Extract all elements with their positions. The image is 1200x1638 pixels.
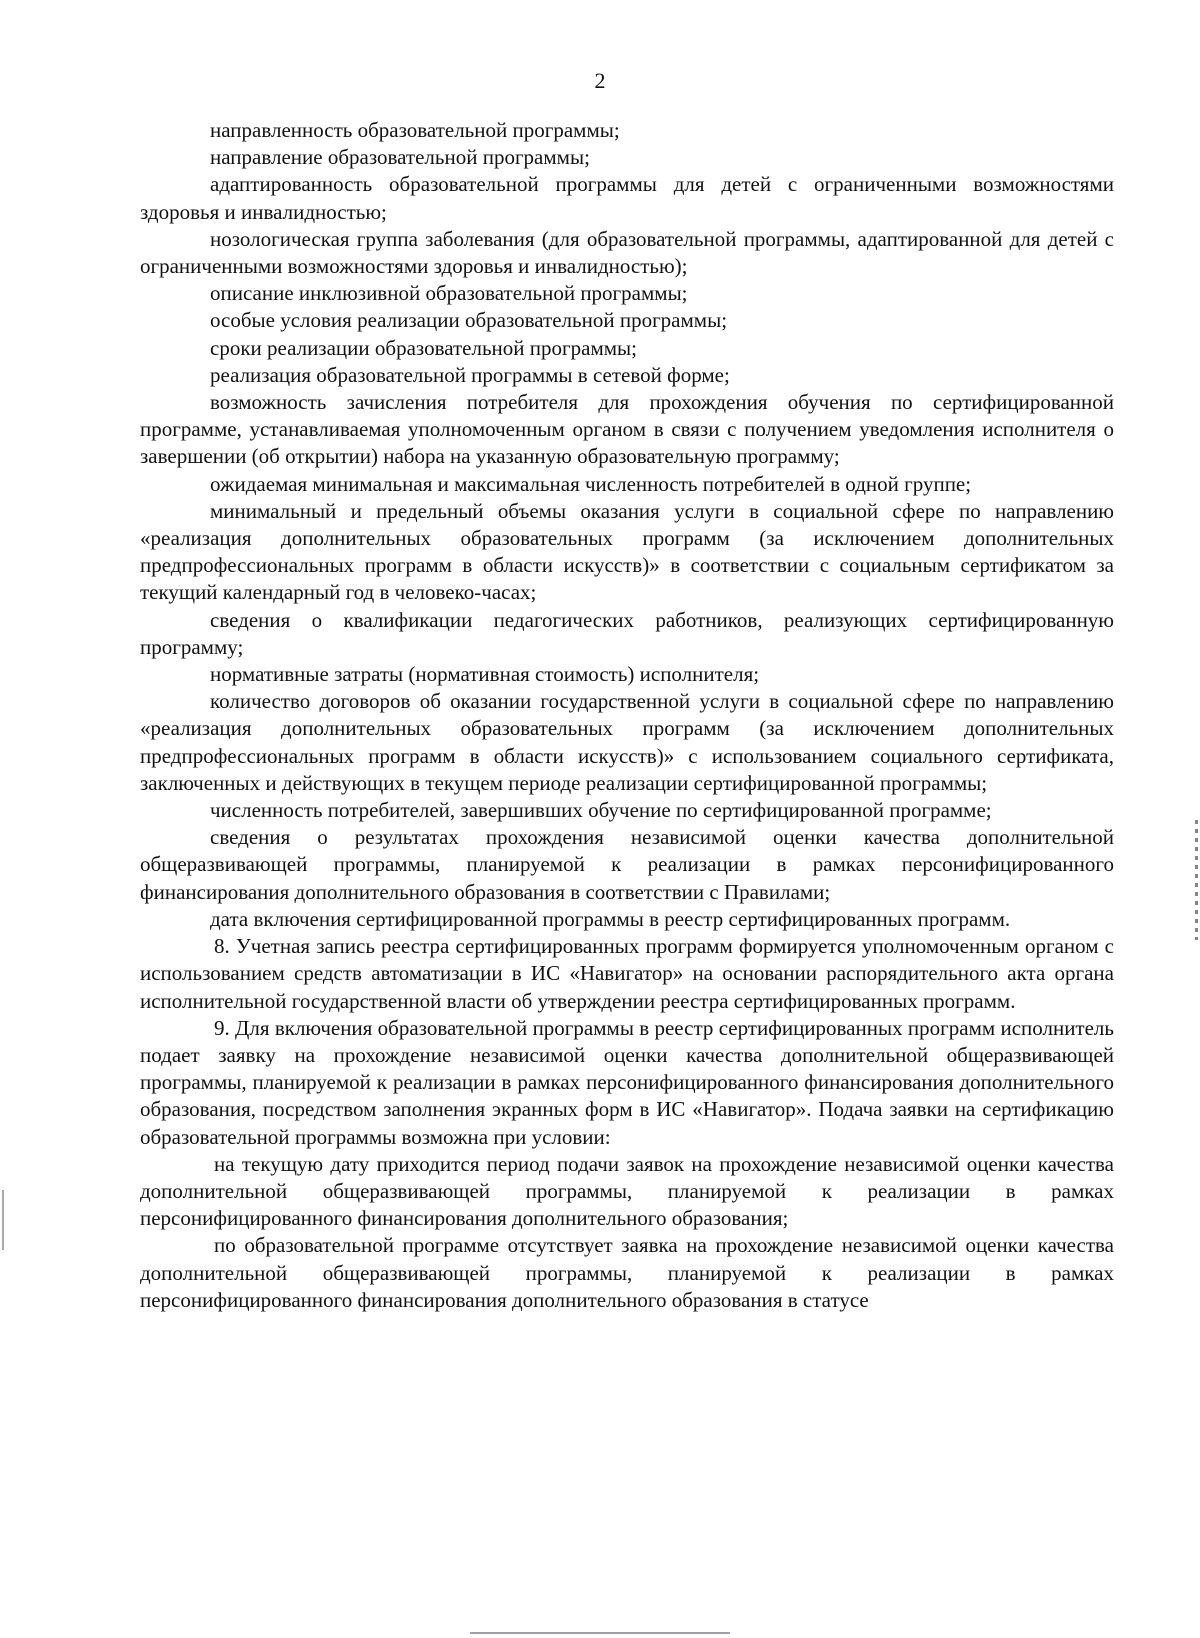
- paragraph: направленность образовательной программы;: [210, 118, 620, 142]
- paragraph: сведения о квалификации педагогических работников, реализующих сертифицированную программу;: [140, 607, 1114, 659]
- paragraph: нозологическая группа заболевания (для образовательной программы, адаптированной для детей с ограниченными возможностями здоровья и инвалидностью);: [140, 226, 1114, 279]
- paragraph: численность потребителей, завершивших обучение по сертифицированной программе;: [210, 798, 992, 823]
- paragraph: реализация образовательной программы в сетевой форме;: [210, 362, 730, 387]
- paragraph: дата включения сертифицированной программы в реестр сертифицированных программ.: [210, 906, 1011, 931]
- scan-edge-mark: [1195, 820, 1198, 940]
- paragraph: минимальный и предельный объемы оказания услуги в социальной сфере по направлению «реализация дополнительных образовательных программ (за исключением дополнительных предпрофессиональных программ в области искусств)» в соответствии с социальным сертификатом за текущий календарный год в человеко-часах;: [140, 498, 1114, 605]
- paragraph: по образовательной программе отсутствует заявка на прохождение независимой оценки качества дополнительной общеразвивающей программы, планируемой к реализации в рамках персонифицированного финансирования дополнительного образования в статусе: [140, 1233, 1114, 1312]
- paragraph: направление образовательной программы;: [210, 145, 590, 170]
- paragraph: особые условия реализации образовательной программы;: [210, 308, 728, 333]
- paragraph: сведения о результатах прохождения независимой оценки качества дополнительной общеразвивающей программы, планируемой к реализации в рамках персонифицированного финансирования дополнительного образования в соответствии с Правилами;: [140, 825, 1114, 904]
- scan-edge-mark: [2, 1190, 4, 1250]
- paragraph: сроки реализации образовательной программы;: [210, 335, 637, 360]
- scan-edge-mark: [470, 1632, 730, 1634]
- numbered-clause: 9. Для включения образовательной программы в реестр сертифицированных программ исполнитель подает заявку на прохождение независимой оценки качества дополнительной общеразвивающей программы, планируемой к реализации в рамках персонифицированного финансирования дополнительного образования, посредством заполнения экранных форм в ИС «Навигатор». Подача заявки на сертификацию образовательной программы возможна при условии:: [140, 1015, 1114, 1149]
- numbered-clause: 8. Учетная запись реестра сертифицированных программ формируется уполномоченным органом с использованием средств автоматизации в ИС «Навигатор» на основании распорядительного акта органа исполнительной государственной власти об утверждении реестра сертифицированных программ.: [140, 934, 1114, 1013]
- paragraph: возможность зачисления потребителя для прохождения обучения по сертифицированной программе, устанавливаемая уполномоченным органом в связи с получением уведомления исполнителя о завершении (об открытии) набора на указанную образовательную программу;: [140, 390, 1114, 469]
- page-number: 2: [594, 68, 606, 93]
- paragraph: адаптированность образовательной программы для детей с ограниченными возможностями здоровья и инвалидностью;: [140, 172, 1114, 224]
- paragraph: на текущую дату приходится период подачи заявок на прохождение независимой оценки качества дополнительной общеразвивающей программы, планируемой к реализации в рамках персонифицированного финансирования дополнительного образования;: [140, 1151, 1114, 1231]
- paragraph: ожидаемая минимальная и максимальная численность потребителей в одной группе;: [210, 471, 972, 496]
- paragraph: количество договоров об оказании государственной услуги в социальной сфере по направлению «реализация дополнительных образовательных программ (за исключением дополнительных предпрофессиональных программ в области искусств)» с использованием социального сертификата, заключенных и действующих в текущем периоде реализации сертифицированной программы;: [140, 689, 1114, 795]
- paragraph: нормативные затраты (нормативная стоимость) исполнителя;: [210, 662, 760, 687]
- paragraph: описание инклюзивной образовательной программы;: [210, 281, 688, 306]
- document-body: [140, 117, 1114, 1314]
